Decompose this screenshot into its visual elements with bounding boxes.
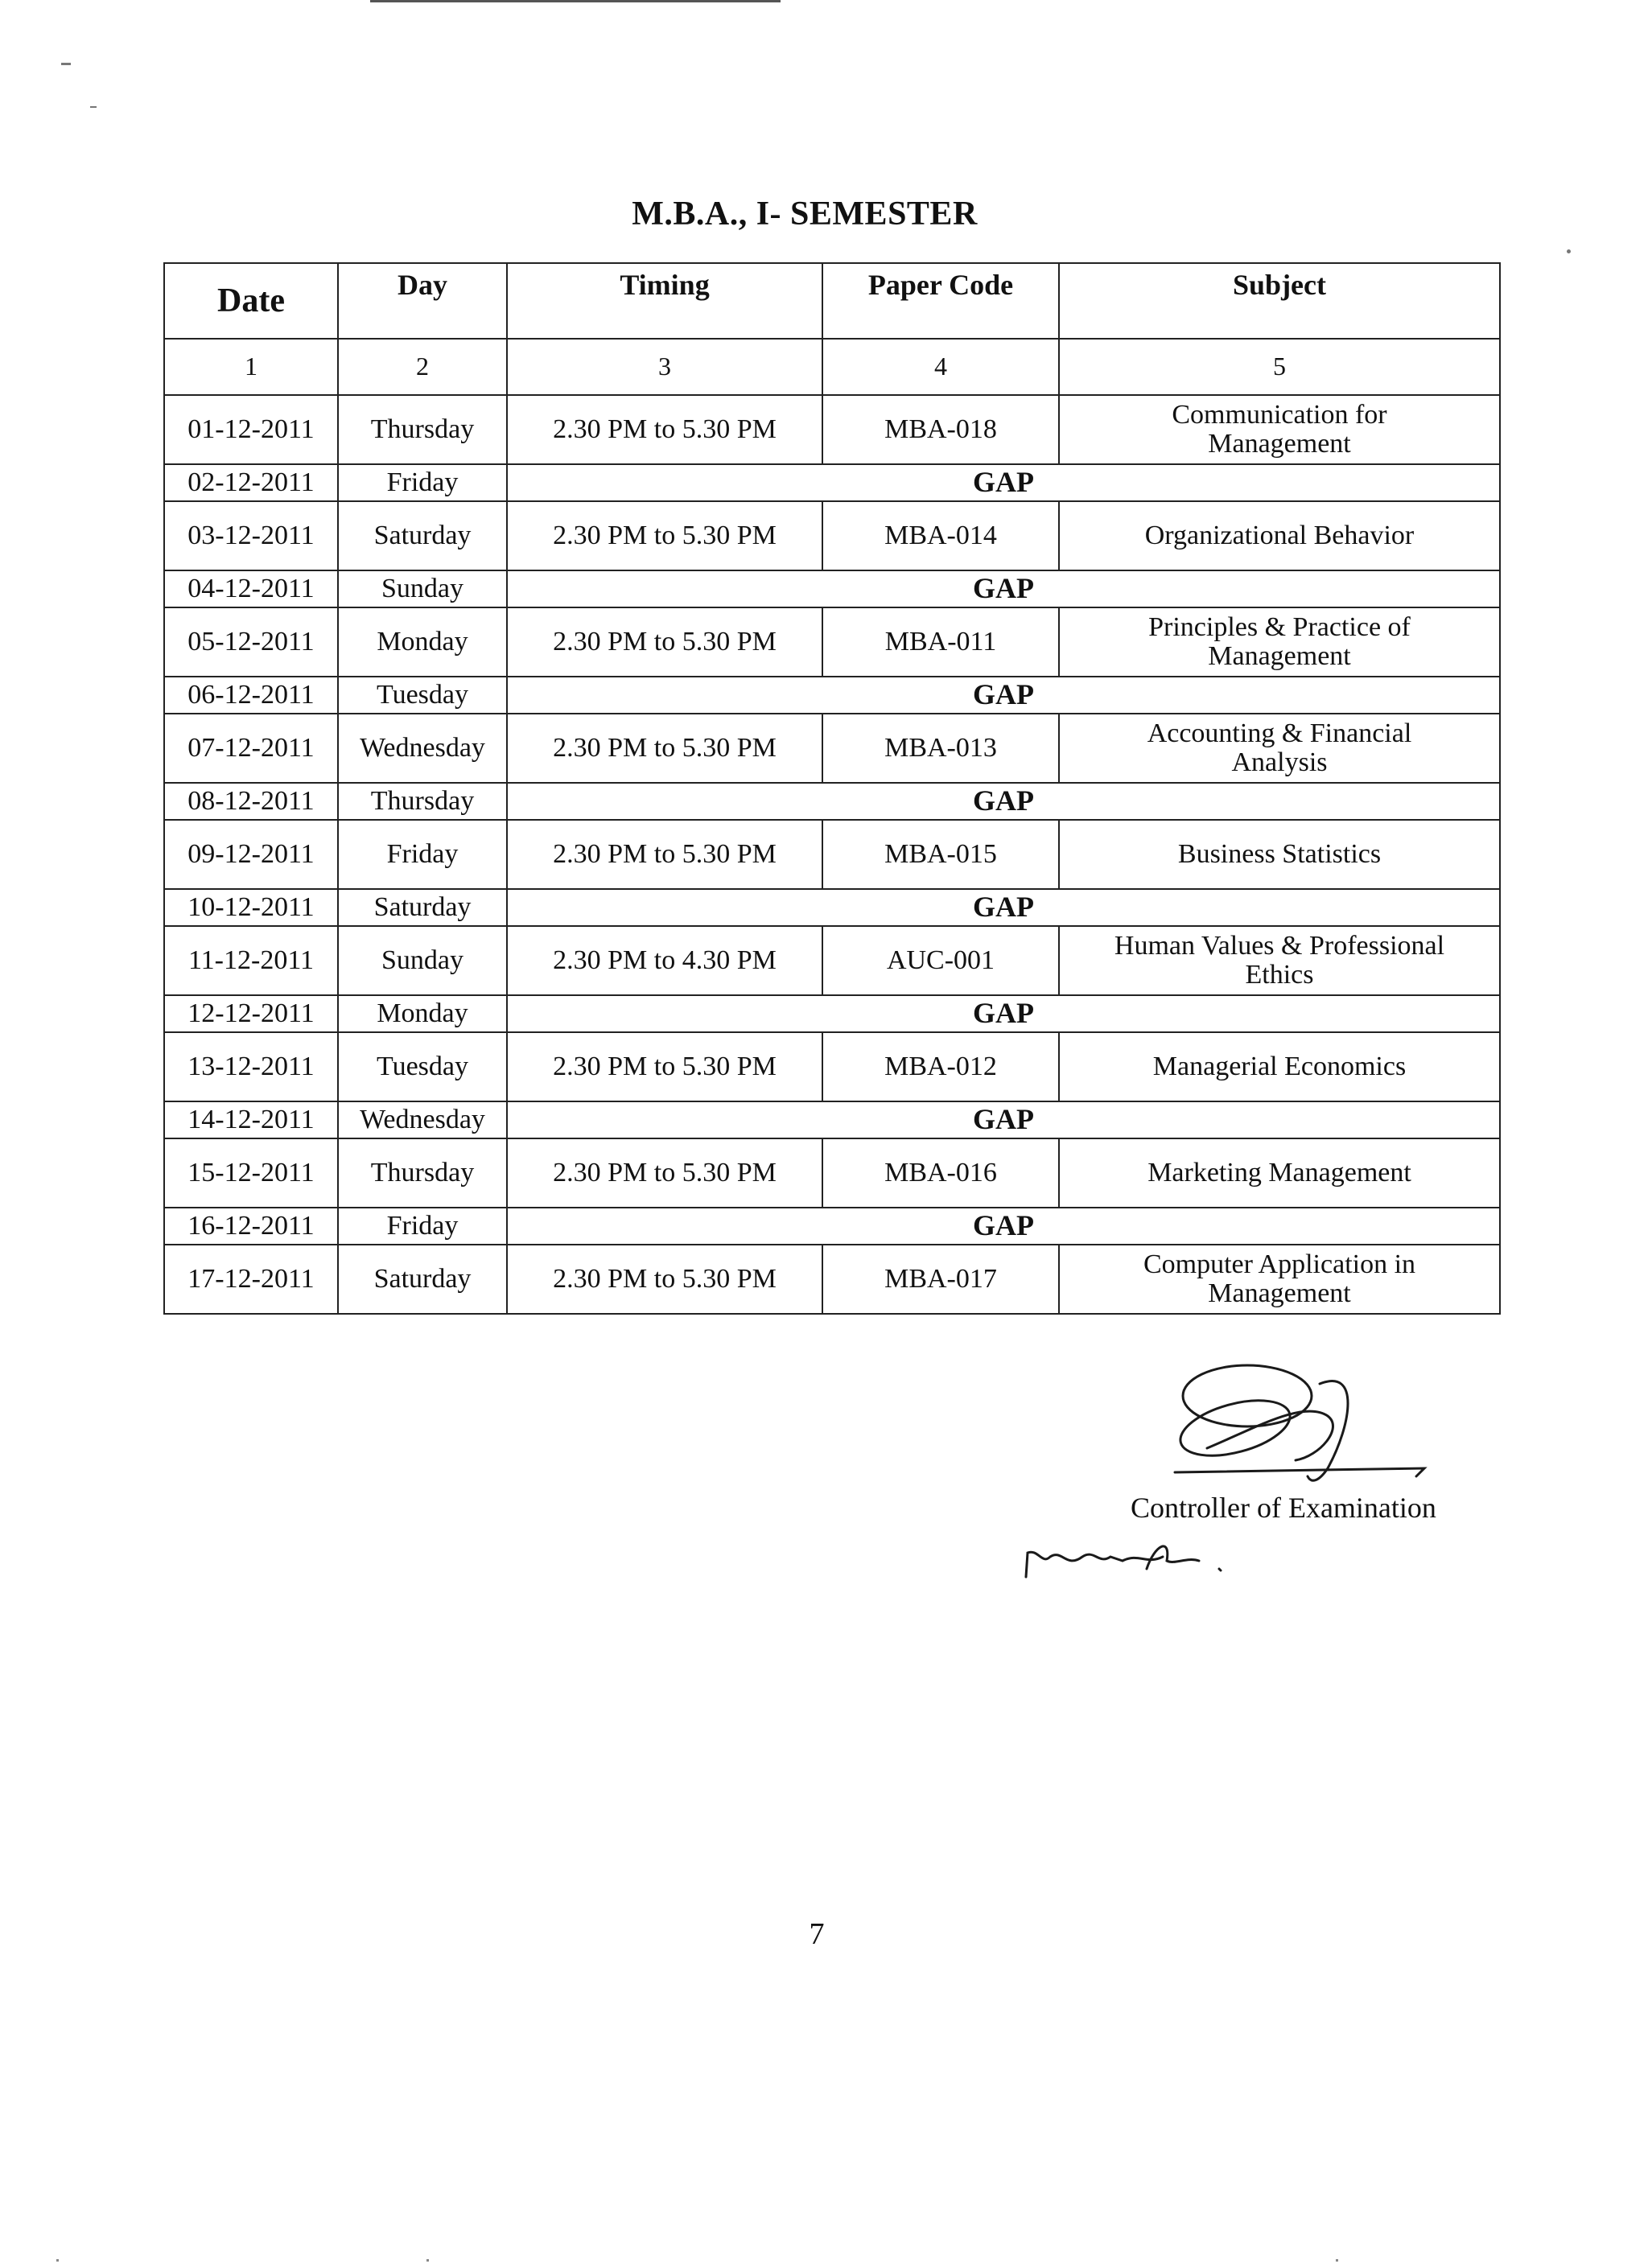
timing-cell: 2.30 PM to 5.30 PM xyxy=(507,395,822,464)
day-cell: Wednesday xyxy=(338,714,507,783)
date-cell: 14-12-2011 xyxy=(164,1101,338,1138)
exam-row xyxy=(164,820,1500,889)
signature-caption: Controller of Examination xyxy=(1131,1492,1436,1524)
day-cell: Monday xyxy=(338,607,507,677)
paper-code-cell: MBA-013 xyxy=(822,714,1059,783)
day-cell: Saturday xyxy=(338,501,507,570)
date-cell: 08-12-2011 xyxy=(164,783,338,820)
date-cell: 07-12-2011 xyxy=(164,714,338,783)
date-cell: 10-12-2011 xyxy=(164,889,338,926)
subject-line: Managerial Economics xyxy=(1152,1052,1407,1082)
paper-code-cell: MBA-016 xyxy=(822,1138,1059,1208)
timing-cell: 2.30 PM to 5.30 PM xyxy=(507,714,822,783)
date-cell: 15-12-2011 xyxy=(164,1138,338,1208)
paper-code-cell: MBA-011 xyxy=(822,607,1059,677)
day-cell: Sunday xyxy=(338,926,507,995)
gap-cell: GAP xyxy=(507,464,1500,501)
date-cell: 01-12-2011 xyxy=(164,395,338,464)
paper-code-cell: MBA-012 xyxy=(822,1032,1059,1101)
day-cell: Friday xyxy=(338,820,507,889)
date-cell: 03-12-2011 xyxy=(164,501,338,570)
gap-row xyxy=(164,1101,1500,1138)
day-cell: Tuesday xyxy=(338,677,507,714)
date-cell: 09-12-2011 xyxy=(164,820,338,889)
day-cell: Friday xyxy=(338,464,507,501)
timing-cell: 2.30 PM to 4.30 PM xyxy=(507,926,822,995)
gap-row xyxy=(164,1208,1500,1245)
column-header-subject: Subject xyxy=(1059,263,1500,339)
handwritten-initials xyxy=(1018,1521,1259,1593)
column-number: 2 xyxy=(338,339,507,395)
subject-line: Analysis xyxy=(1231,747,1328,777)
subject-line: Marketing Management xyxy=(1147,1158,1411,1188)
date-cell: 02-12-2011 xyxy=(164,464,338,501)
paper-code-cell: AUC-001 xyxy=(822,926,1059,995)
paper-code-cell: MBA-018 xyxy=(822,395,1059,464)
timing-cell: 2.30 PM to 5.30 PM xyxy=(507,820,822,889)
column-number: 5 xyxy=(1059,339,1500,395)
day-cell: Thursday xyxy=(338,395,507,464)
gap-cell: GAP xyxy=(507,1101,1500,1138)
subject-cell xyxy=(1059,820,1500,889)
gap-cell: GAP xyxy=(507,570,1500,607)
scan-speck xyxy=(90,106,97,108)
subject-cell xyxy=(1059,1032,1500,1101)
gap-cell: GAP xyxy=(507,995,1500,1032)
scan-edge-line xyxy=(370,0,781,2)
day-cell: Tuesday xyxy=(338,1032,507,1101)
gap-cell: GAP xyxy=(507,783,1500,820)
subject-line: Organizational Behavior xyxy=(1144,521,1415,551)
subject-cell xyxy=(1059,395,1500,464)
subject-line: Management xyxy=(1208,641,1351,671)
timing-cell: 2.30 PM to 5.30 PM xyxy=(507,1032,822,1101)
exam-row xyxy=(164,1032,1500,1101)
column-number-row xyxy=(164,339,1500,395)
column-header-date: Date xyxy=(164,263,338,339)
scan-speck xyxy=(426,2259,429,2262)
subject-line: Communication for xyxy=(1172,400,1387,430)
subject-line: Management xyxy=(1208,1278,1351,1308)
date-cell: 17-12-2011 xyxy=(164,1245,338,1314)
exam-row xyxy=(164,395,1500,464)
column-number: 1 xyxy=(164,339,338,395)
exam-row xyxy=(164,1245,1500,1314)
paper-code-cell: MBA-017 xyxy=(822,1245,1059,1314)
column-number: 4 xyxy=(822,339,1059,395)
gap-cell: GAP xyxy=(507,889,1500,926)
date-cell: 13-12-2011 xyxy=(164,1032,338,1101)
subject-line: Business Statistics xyxy=(1177,839,1382,870)
subject-line: Management xyxy=(1208,429,1351,459)
gap-row xyxy=(164,783,1500,820)
column-header-paper-code: Paper Code xyxy=(822,263,1059,339)
column-header-timing: Timing xyxy=(507,263,822,339)
date-cell: 04-12-2011 xyxy=(164,570,338,607)
subject-cell xyxy=(1059,607,1500,677)
timing-cell: 2.30 PM to 5.30 PM xyxy=(507,607,822,677)
subject-line: Computer Application in xyxy=(1143,1249,1416,1280)
date-cell: 06-12-2011 xyxy=(164,677,338,714)
scan-speck xyxy=(56,2259,59,2262)
date-cell: 12-12-2011 xyxy=(164,995,338,1032)
gap-cell: GAP xyxy=(507,677,1500,714)
day-cell: Thursday xyxy=(338,783,507,820)
exam-row xyxy=(164,714,1500,783)
subject-cell xyxy=(1059,501,1500,570)
gap-row xyxy=(164,677,1500,714)
timing-cell: 2.30 PM to 5.30 PM xyxy=(507,1138,822,1208)
day-cell: Saturday xyxy=(338,889,507,926)
paper-code-cell: MBA-014 xyxy=(822,501,1059,570)
gap-cell: GAP xyxy=(507,1208,1500,1245)
day-cell: Saturday xyxy=(338,1245,507,1314)
subject-cell xyxy=(1059,926,1500,995)
scan-speck xyxy=(1336,2259,1338,2262)
exam-row xyxy=(164,607,1500,677)
paper-code-cell: MBA-015 xyxy=(822,820,1059,889)
subject-line: Human Values & Professional xyxy=(1114,931,1445,961)
subject-line: Accounting & Financial xyxy=(1147,718,1412,749)
subject-cell xyxy=(1059,714,1500,783)
exam-row xyxy=(164,501,1500,570)
day-cell: Wednesday xyxy=(338,1101,507,1138)
controller-signature xyxy=(1159,1352,1432,1496)
day-cell: Thursday xyxy=(338,1138,507,1208)
date-cell: 16-12-2011 xyxy=(164,1208,338,1245)
page-title: M.B.A., I- SEMESTER xyxy=(632,196,978,233)
timing-cell: 2.30 PM to 5.30 PM xyxy=(507,1245,822,1314)
subject-line: Ethics xyxy=(1245,960,1314,990)
day-cell: Monday xyxy=(338,995,507,1032)
scan-speck xyxy=(61,63,71,65)
gap-row xyxy=(164,889,1500,926)
exam-row xyxy=(164,1138,1500,1208)
page-number: 7 xyxy=(809,1917,825,1951)
day-cell: Friday xyxy=(338,1208,507,1245)
gap-row xyxy=(164,995,1500,1032)
date-cell: 05-12-2011 xyxy=(164,607,338,677)
column-header-day: Day xyxy=(338,263,507,339)
subject-cell xyxy=(1059,1138,1500,1208)
subject-cell xyxy=(1059,1245,1500,1314)
date-cell: 11-12-2011 xyxy=(164,926,338,995)
exam-row xyxy=(164,926,1500,995)
day-cell: Sunday xyxy=(338,570,507,607)
timing-cell: 2.30 PM to 5.30 PM xyxy=(507,501,822,570)
gap-row xyxy=(164,570,1500,607)
gap-row xyxy=(164,464,1500,501)
exam-schedule-table xyxy=(163,262,1501,1315)
table-header-row xyxy=(164,263,1500,339)
subject-line: Principles & Practice of xyxy=(1148,612,1411,643)
column-number: 3 xyxy=(507,339,822,395)
scan-speck xyxy=(1567,249,1571,253)
